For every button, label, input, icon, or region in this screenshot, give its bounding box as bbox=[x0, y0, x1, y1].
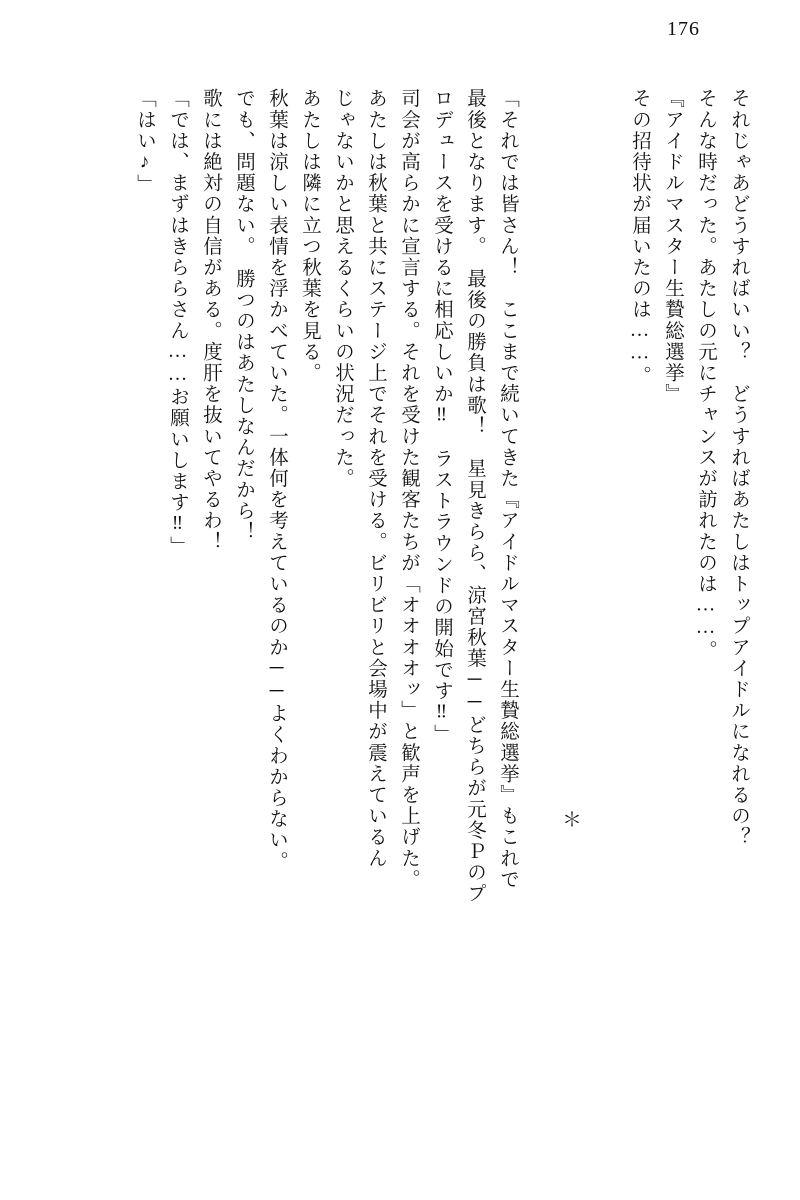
text-column: それじゃあどうすればいい？ どうすればあたしはトップアイドルになれるの？ bbox=[728, 88, 749, 848]
text-column: その招待状が届いたのは……。 bbox=[629, 88, 650, 387]
text-column: 「はい♪」 bbox=[134, 88, 155, 195]
text-column bbox=[583, 88, 616, 1130]
text-column: 「では、まずはきららさん……お願いします‼」 bbox=[167, 88, 188, 557]
text-column: 歌には絶対の自信がある。度肝を抜いてやるわ！ bbox=[200, 88, 221, 553]
text-column: 司会が高らかに宣言する。それを受けた観客たちが「オオオオッ」と歓声を上げた。 bbox=[398, 88, 419, 890]
text-column: 最後となります。 最後の勝負は歌！ 星見きらら、涼宮秋葉──どちらが元冬Ｐのプ bbox=[464, 88, 485, 905]
text-column: じゃないかと思えるくらいの状況だった。 bbox=[332, 88, 353, 489]
text-column: そんな時だった。あたしの元にチャンスが訪れたのは……。 bbox=[695, 88, 716, 661]
text-column: 「それでは皆さん！ ここまで続いてきた『アイドルマスター生贄総選挙』もこれで bbox=[497, 88, 518, 890]
text-column: あたしは隣に立つ秋葉を見る。 bbox=[299, 88, 320, 384]
vertical-text-body bbox=[52, 88, 748, 1130]
text-column bbox=[517, 88, 550, 1130]
text-column: ロデュースを受けるに相応しいか‼ ラストラウンドの開始です‼」 bbox=[431, 88, 452, 746]
text-column: でも、問題ない。 勝つのはあたしなんだから！ bbox=[233, 88, 254, 543]
scene-break-marker: ＊ bbox=[559, 809, 580, 829]
text-column: 秋葉は涼しい表情を浮かべていた。一体何を考えているのか──よくわからない。 bbox=[266, 88, 287, 872]
text-column: あたしは秋葉と共にステージ上でそれを受ける。ビリビリと会場中が震えているん bbox=[365, 88, 386, 869]
text-column: 『アイドルマスター生贄総選挙』 bbox=[662, 88, 683, 405]
page-number: 176 bbox=[667, 18, 700, 40]
